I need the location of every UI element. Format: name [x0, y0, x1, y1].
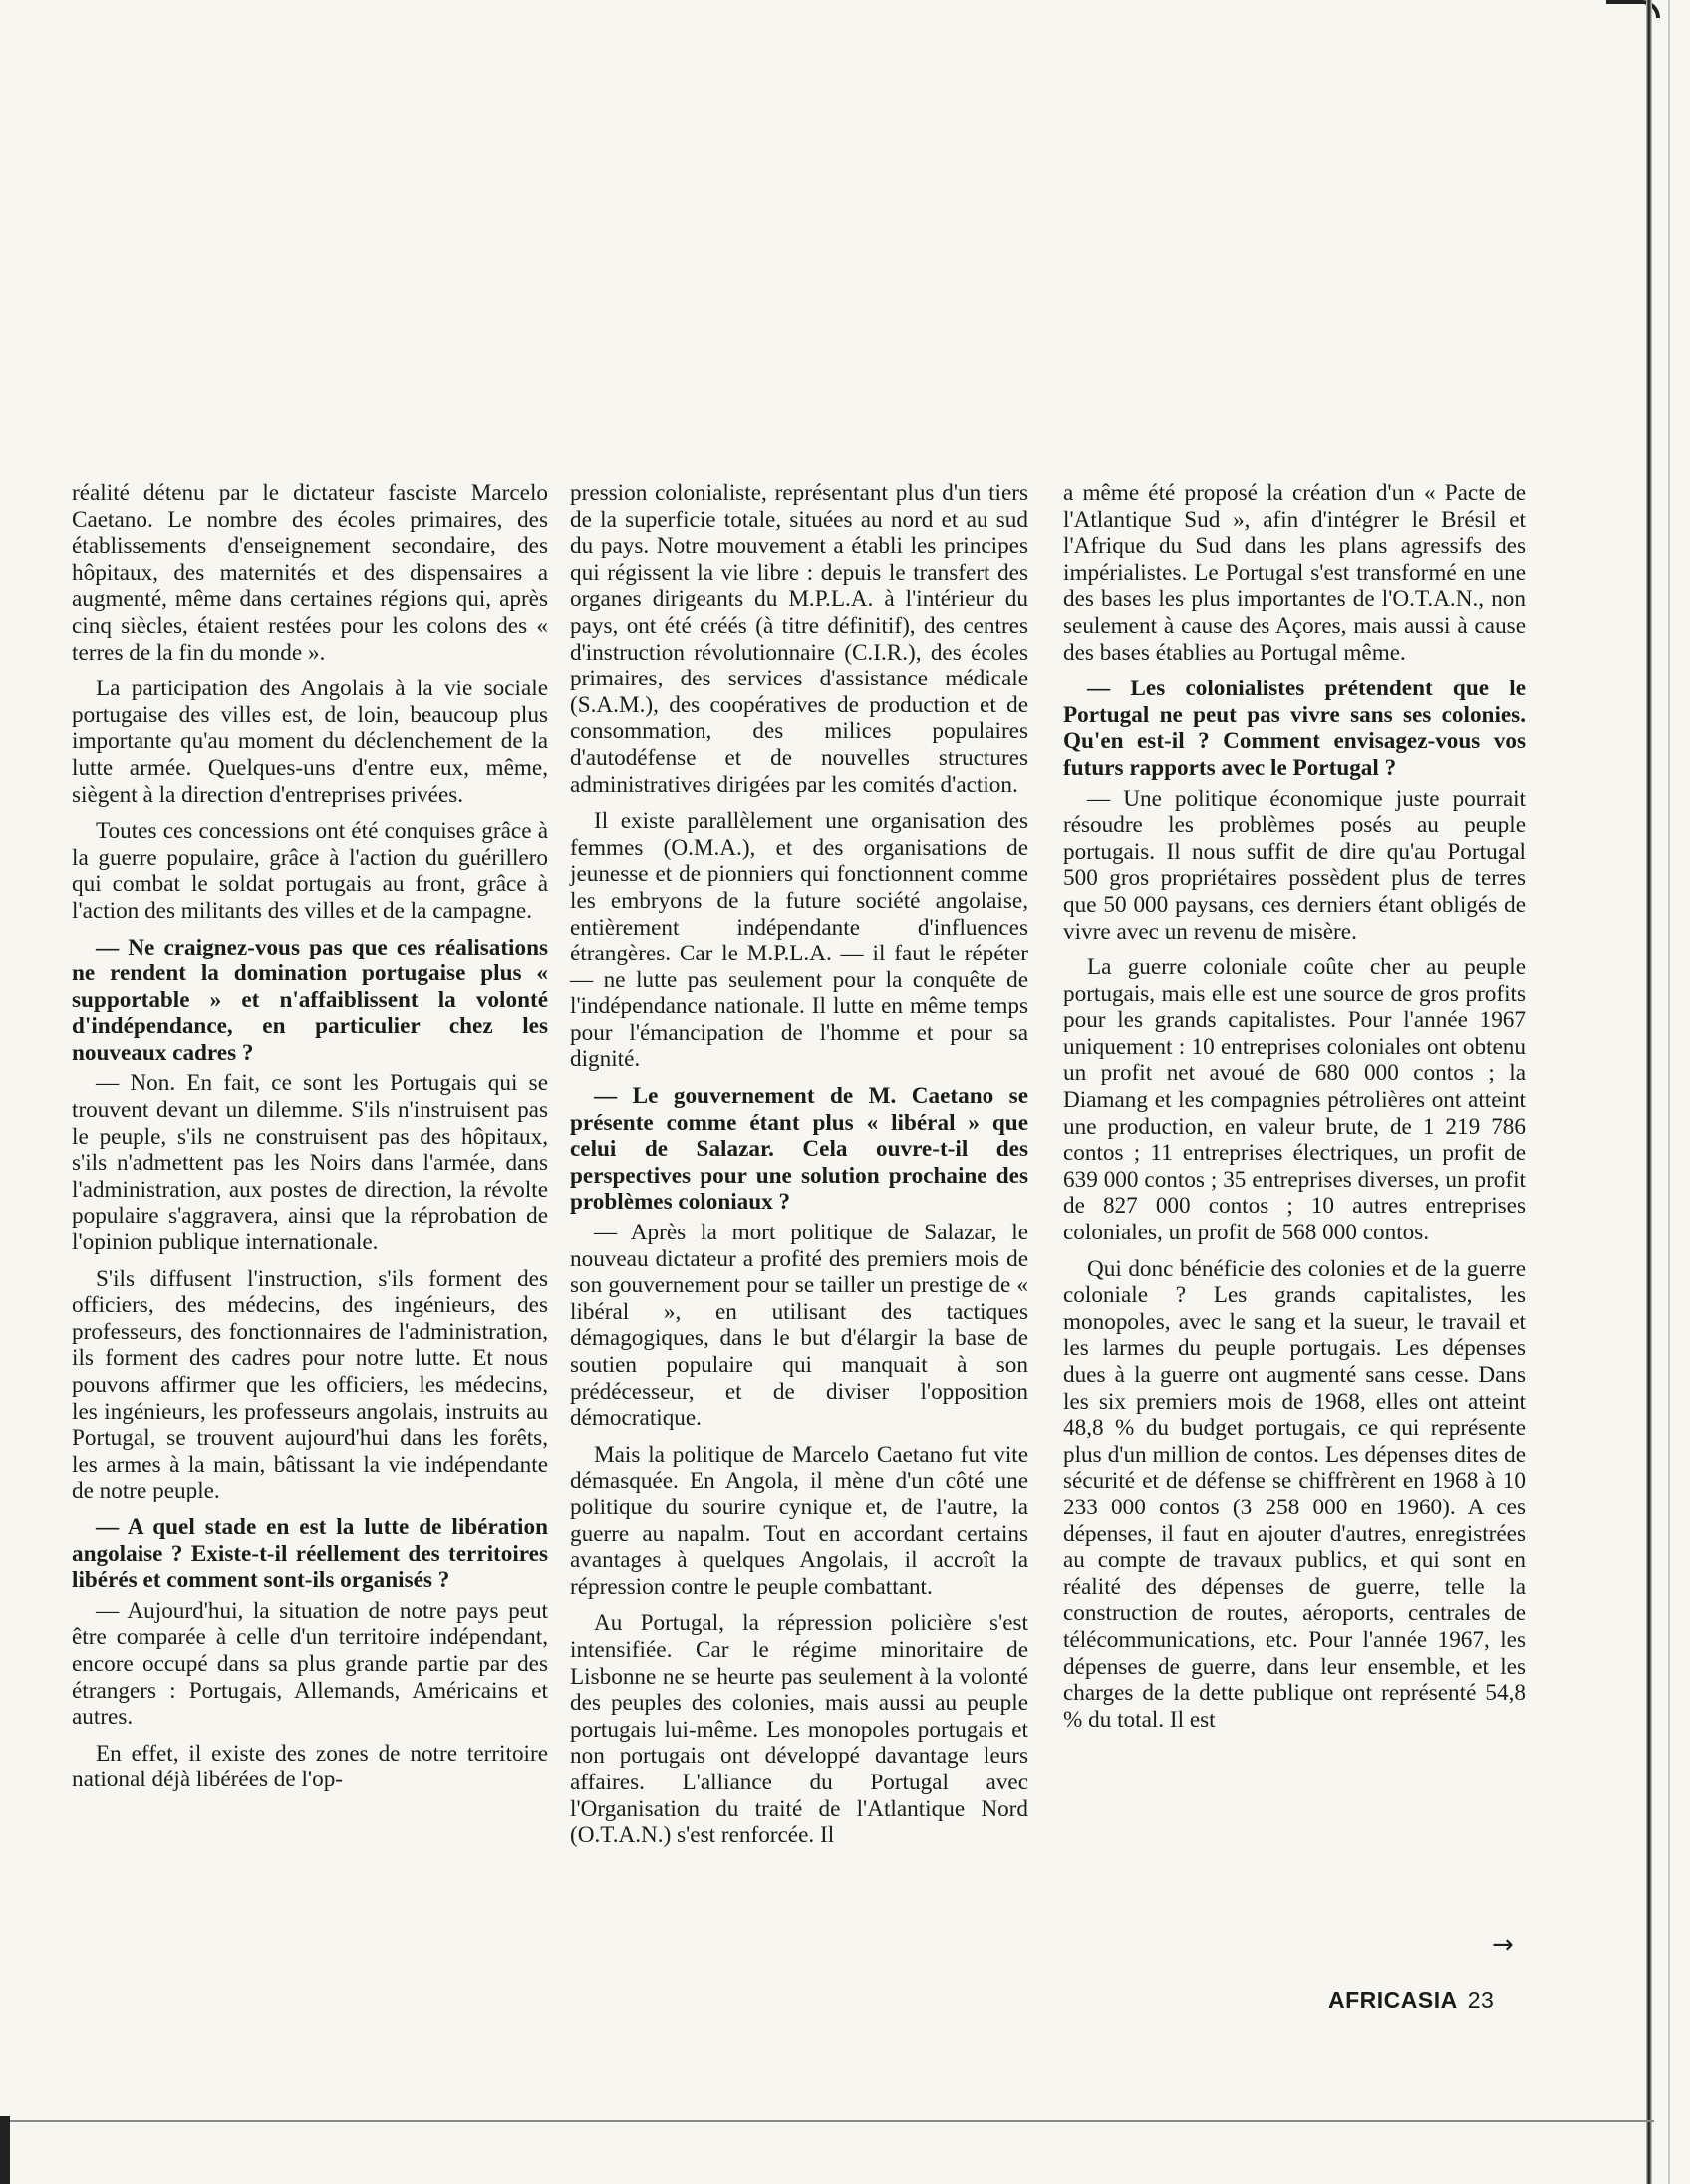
article-paragraph: En effet, il existe des zones de notre territoire national déjà libérées de l'op-: [72, 1740, 548, 1793]
article-column-3: [1063, 480, 1526, 1743]
page-binding-edge: [1646, 0, 1652, 2184]
article-paragraph: a même été proposé la création d'un « Pacte de l'Atlantique Sud », afin d'intégrer le Brésil et l'Afrique du Sud dans les plans agressifs des impérialistes. Le Portugal s'est transformé en une des bases les plus importantes de l'O.T.A.N., non seulement à cause des Açores, mais aussi à cause des bases établies au Portugal même.: [1063, 480, 1526, 666]
article-paragraph: S'ils diffusent l'instruction, s'ils forment des officiers, des médecins, des ingénieurs, des professeurs, des fonctionnaires de l'administration, ils forment des cadres pour notre lutte. Et nous pouvons affirmer que les officiers, les médecins, les ingénieurs, les professeurs angolais, instruits au Portugal, se trouvent aujourd'hui dans les forêts, les armes à la main, bâtissant la vie indépendante de notre peuple.: [72, 1265, 548, 1504]
article-column-2: [570, 480, 1028, 1859]
article-paragraph: Mais la politique de Marcelo Caetano fut vite démasquée. En Angola, il mène d'un côté une politique du sourire cynique et, de l'autre, la guerre au napalm. Tout en accordant certains avantages à quelques Angolais, il accroît la répression contre le peuple combattant.: [570, 1441, 1028, 1600]
article-paragraph: Toutes ces concessions ont été conquises grâce à la guerre populaire, grâce à l'action du guérillero qui combat le soldat portugais au front, grâce à l'action des militants des villes et de la campagne.: [72, 818, 548, 924]
interview-question: — Ne craignez-vous pas que ces réalisations ne rendent la domination portugaise plus « supportable » et n'affaiblissent la volonté d'indépendance, en particulier chez les nouveaux cadres ?: [72, 934, 548, 1066]
page-number: 23: [1467, 1987, 1495, 2013]
article-paragraph: Au Portugal, la répression policière s'est intensifiée. Car le régime minoritaire de Lisbonne ne se heurte pas seulement à la volonté des peuples des colonies, mais aussi au peuple portugais lui-même. Les monopoles portugais et non portugais ont développé davantage leurs affaires. L'alliance du Portugal avec l'Organisation du traité de l'Atlantique Nord (O.T.A.N.) s'est renforcée. Il: [570, 1610, 1028, 1849]
article-paragraph: Qui donc bénéficie des colonies et de la guerre coloniale ? Les grands capitalistes, les monopoles, avec le sang et la sueur, le travail et les larmes du peuple portugais. Les dépenses dues à la guerre ont augmenté sans cesse. Dans les six premiers mois de 1968, elles ont atteint 48,8 % du budget portugais, ce qui représente plus d'un million de contos. Les dépenses dites de sécurité et de défense se chiffrèrent en 1968 à 10 233 000 contos (3 258 000 en 1960). A ces dépenses, il faut en ajouter d'autres, enregistrées au compte de travaux publics, et qui sont en réalité des dépenses de guerre, telle la construction de routes, aéroports, centrales de télécommunications, etc. Pour l'année 1967, les dépenses de guerre, dans leur ensemble, et les charges de la dette publique ont représenté 54,8 % du total. Il est: [1063, 1255, 1526, 1733]
article-paragraph: Il existe parallèlement une organisation des femmes (O.M.A.), et des organisations de jeunesse et de pionniers qui fonctionnent comme les embryons de la future société angolaise, entièrement indépendante d'influences étrangères. Car le M.P.L.A. — il faut le répéter — ne lutte pas seulement pour la conquête de l'indépendance nationale. Il lutte en même temps pour l'émancipation de l'homme et pour sa dignité.: [570, 808, 1028, 1073]
article-paragraph: — Après la mort politique de Salazar, le nouveau dictateur a profité des premiers mois de son gouvernement pour se tailler un prestige de « libéral », en utilisant des tactiques démagogiques, dans le but d'élargir la base de soutien populaire qui manquait à son prédécesseur, et de diviser l'opposition démocratique.: [570, 1220, 1028, 1432]
article-column-1: [72, 480, 548, 1803]
article-paragraph: La participation des Angolais à la vie sociale portugaise des villes est, de loin, beaucoup plus importante qu'au moment du déclenchement de la lutte armée. Quelques-uns d'entre eux, même, siègent à la direction d'entreprises privées.: [72, 676, 548, 808]
interview-question: — A quel stade en est la lutte de libération angolaise ? Existe-t-il réellement des territoires libérés et comment sont-ils organisés ?: [72, 1513, 548, 1594]
article-paragraph: — Non. En fait, ce sont les Portugais qui se trouvent devant un dilemme. S'ils n'instruisent pas le peuple, s'ils ne construisent pas des hôpitaux, s'ils n'admettent pas les Noirs dans l'armée, dans l'administration, aux postes de direction, la révolte populaire s'aggravera, ainsi que la réprobation de l'opinion publique internationale.: [72, 1070, 548, 1256]
page-bottom-edge: [0, 2120, 1654, 2122]
interview-question: — Les colonialistes prétendent que le Portugal ne peut pas vivre sans ses colonies. Qu'en est-il ? Comment envisagez-vous vos futurs rapports avec le Portugal ?: [1063, 676, 1526, 781]
page-footer: [1328, 1987, 1494, 2014]
article-paragraph: réalité détenu par le dictateur fasciste Marcelo Caetano. Le nombre des écoles primaires, des établissements d'enseignement secondaire, des hôpitaux, des maternités et des dispensaires a augmenté, même dans certaines régions qui, après cinq siècles, étaient restées pour les colons des « terres de la fin du monde ».: [72, 480, 548, 666]
page-edge-line: [1668, 0, 1670, 2184]
article-paragraph: pression colonialiste, représentant plus d'un tiers de la superficie totale, situées au nord et au sud du pays. Notre mouvement a établi les principes qui régissent la vie libre : depuis le transfert des organes dirigeants du M.P.L.A. à l'intérieur du pays, ont été créés (à titre définitif), des centres d'instruction révolutionnaire (C.I.R.), des écoles primaires, des services d'assistance médicale (S.A.M.), des coopératives de production et de consommation, des milices populaires d'autodéfense et de nouvelles structures administratives dirigées par les comités d'action.: [570, 480, 1028, 798]
article-paragraph: — Une politique économique juste pourrait résoudre les problèmes posés au peuple portugais. Il nous suffit de dire qu'au Portugal 500 gros propriétaires possèdent plus de terres que 50 000 paysans, ces derniers étant obligés de vivre avec un revenu de misère.: [1063, 785, 1526, 945]
page-corner-mark: [0, 2116, 10, 2184]
magazine-name: AFRICASIA: [1328, 1987, 1458, 2013]
article-paragraph: — Aujourd'hui, la situation de notre pays peut être comparée à celle d'un territoire indépendant, encore occupé dans sa plus grande partie par des étrangers : Portugais, Allemands, Américains et autres.: [72, 1597, 548, 1731]
interview-question: — Le gouvernement de M. Caetano se présente comme étant plus « libéral » que celui de Salazar. Cela ouvre-t-il des perspectives pour une solution prochaine des problèmes coloniaux ?: [570, 1083, 1028, 1216]
article-paragraph: La guerre coloniale coûte cher au peuple portugais, mais elle est une source de gros profits pour les grands capitalistes. Pour l'année 1967 uniquement : 10 entreprises coloniales ont obtenu un profit net avoué de 680 000 contos ; la Diamang et les compagnies pétrolières ont atteint une production, en valeur brute, de 1 219 786 contos ; 11 entreprises électriques, un profit de 639 000 contos ; 35 entreprises diverses, un profit de 827 000 contos ; 10 autres entreprises coloniales, un profit de 568 000 contos.: [1063, 955, 1526, 1246]
continue-arrow-icon: →: [1492, 1930, 1514, 1960]
